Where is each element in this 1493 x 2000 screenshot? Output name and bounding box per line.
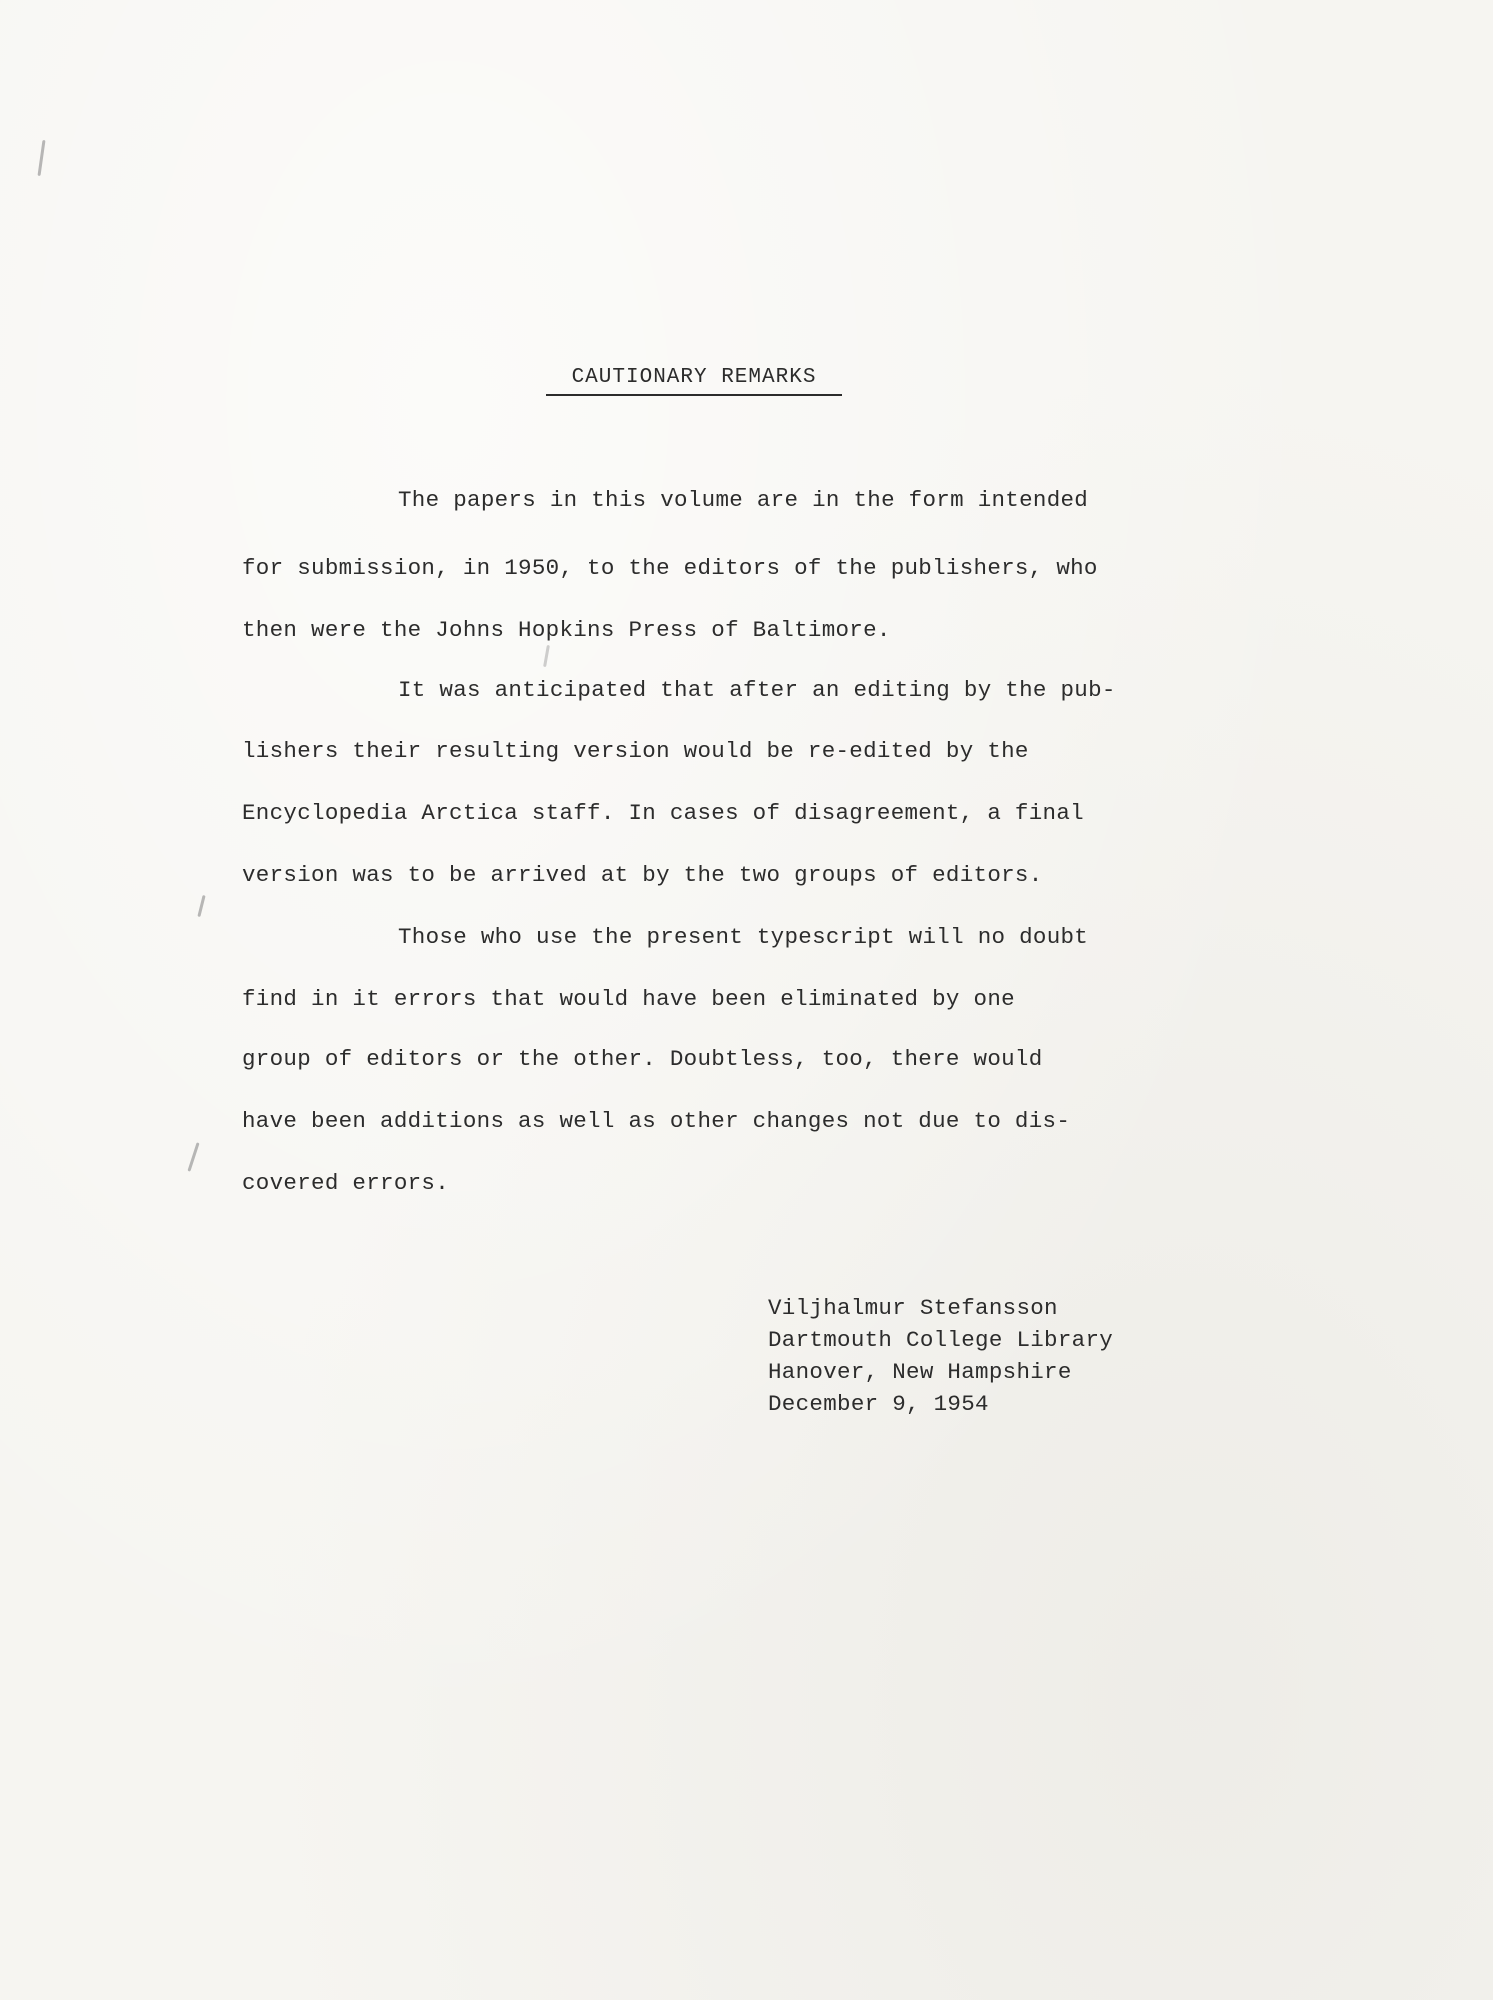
body-line: Those who use the present typescript will no doubt xyxy=(398,924,1089,950)
paper-mark xyxy=(187,1142,199,1171)
paper-mark xyxy=(543,645,550,667)
body-line: covered errors. xyxy=(242,1170,450,1196)
signature-institution: Dartmouth College Library xyxy=(768,1327,1114,1353)
body-line: lishers their resulting version would be re-edited by the xyxy=(242,738,1029,764)
paper-mark xyxy=(38,140,46,176)
body-line: for submission, in 1950, to the editors of the publishers, who xyxy=(242,555,1098,581)
body-line: Encyclopedia Arctica staff. In cases of disagreement, a final xyxy=(242,800,1084,826)
body-line: The papers in this volume are in the form intended xyxy=(398,487,1089,513)
document-title: CAUTIONARY REMARKS xyxy=(546,364,842,396)
body-line: have been additions as well as other changes not due to dis- xyxy=(242,1108,1071,1134)
body-line: then were the Johns Hopkins Press of Baltimore. xyxy=(242,617,891,643)
body-line: It was anticipated that after an editing by the pub- xyxy=(398,677,1116,703)
body-line: version was to be arrived at by the two groups of editors. xyxy=(242,862,1043,888)
signature-date: December 9, 1954 xyxy=(768,1391,989,1417)
signature-name: Viljhalmur Stefansson xyxy=(768,1295,1058,1321)
body-line: find in it errors that would have been eliminated by one xyxy=(242,986,1015,1012)
signature-location: Hanover, New Hampshire xyxy=(768,1359,1072,1385)
paper-mark xyxy=(197,895,205,917)
body-line: group of editors or the other. Doubtless, too, there would xyxy=(242,1046,1043,1072)
